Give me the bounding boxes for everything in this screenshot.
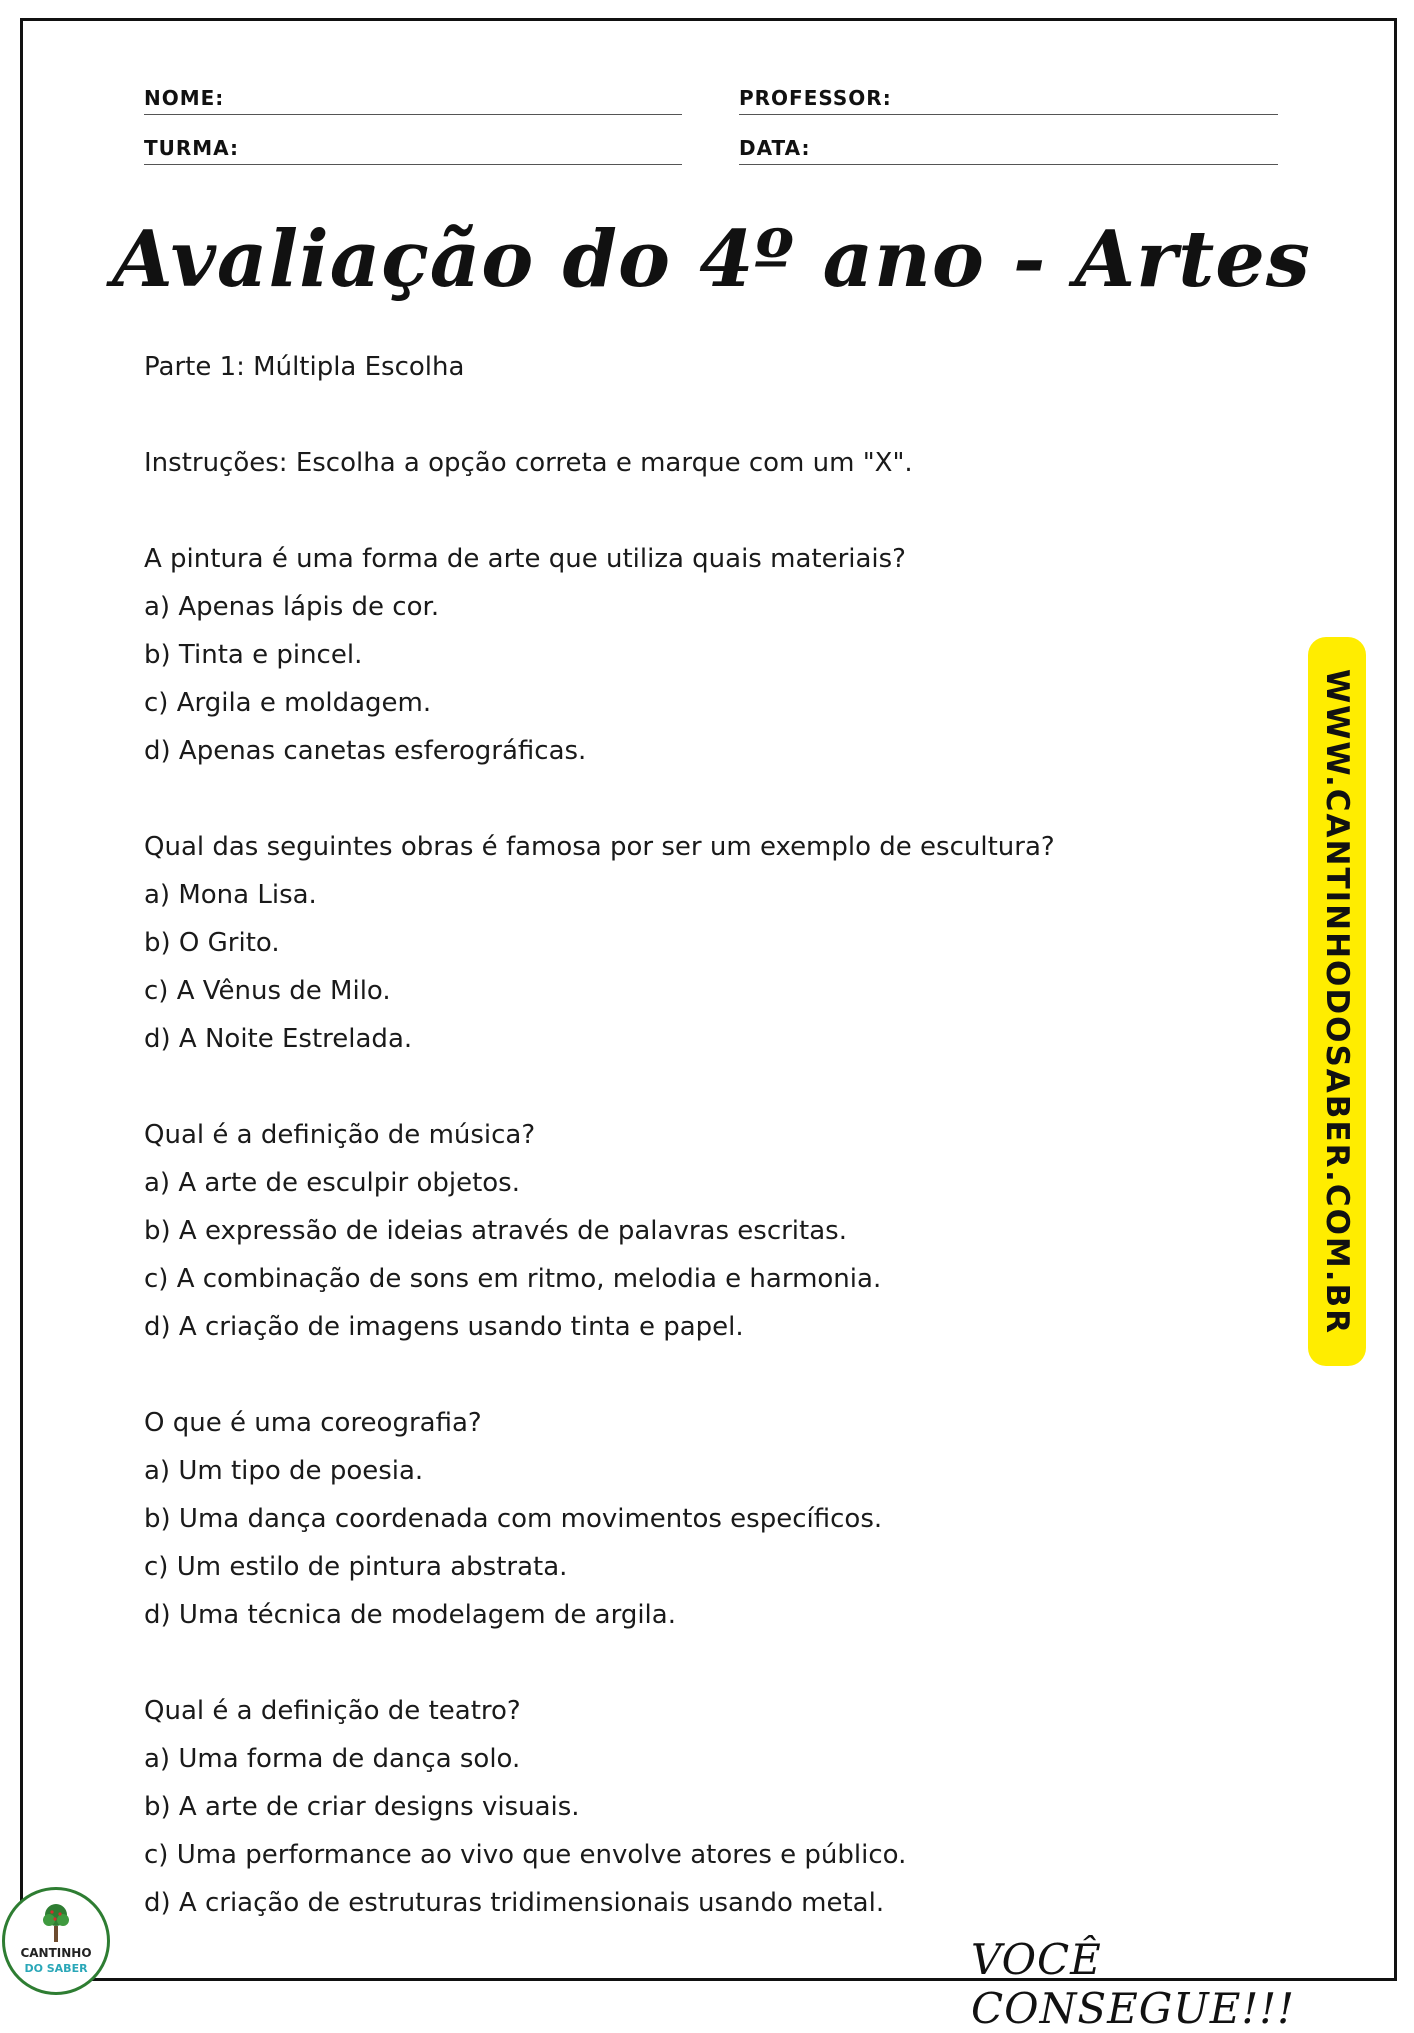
question-2 [144, 823, 1204, 1063]
question-text: Qual é a definição de teatro? [144, 1696, 521, 1726]
option-d[interactable]: d) Apenas canetas esferográficas. [144, 736, 587, 766]
nome-label: NOME: [144, 86, 225, 110]
spacer [144, 391, 1204, 439]
question-text: Qual das seguintes obras é famosa por ser um exemplo de escultura? [144, 832, 1055, 862]
data-label: DATA: [739, 136, 811, 160]
tree-icon [40, 1902, 72, 1944]
question-text: O que é uma coreografia? [144, 1408, 482, 1438]
nome-field[interactable] [144, 79, 682, 115]
option-d[interactable]: d) A criação de estruturas tridimensionais usando metal. [144, 1888, 885, 1918]
instructions-text: Instruções: Escolha a opção correta e marque com um "X". [144, 448, 913, 478]
question-3 [144, 1111, 1204, 1351]
option-b[interactable]: b) Tinta e pincel. [144, 640, 363, 670]
footer-motto: VOCÊ CONSEGUE!!! [971, 1935, 1295, 2033]
spacer [144, 487, 1204, 535]
option-b[interactable]: b) Uma dança coordenada com movimentos específicos. [144, 1504, 883, 1534]
data-field[interactable] [739, 129, 1278, 165]
option-a[interactable]: a) Um tipo de poesia. [144, 1456, 424, 1486]
professor-field[interactable] [739, 79, 1278, 115]
option-a[interactable]: a) A arte de esculpir objetos. [144, 1168, 520, 1198]
option-c[interactable]: c) Argila e moldagem. [144, 688, 432, 718]
turma-label: TURMA: [144, 136, 240, 160]
option-c[interactable]: c) Uma performance ao vivo que envolve atores e público. [144, 1840, 907, 1870]
turma-field[interactable] [144, 129, 682, 165]
logo-line-2: DO SABER [24, 1962, 88, 1975]
option-b[interactable]: b) A expressão de ideias através de palavras escritas. [144, 1216, 847, 1246]
question-text: Qual é a definição de música? [144, 1120, 536, 1150]
option-c[interactable]: c) Um estilo de pintura abstrata. [144, 1552, 568, 1582]
question-4 [144, 1399, 1204, 1639]
option-d[interactable]: d) Uma técnica de modelagem de argila. [144, 1600, 676, 1630]
option-c[interactable]: c) A Vênus de Milo. [144, 976, 391, 1006]
website-banner[interactable] [1308, 637, 1366, 1366]
question-5 [144, 1687, 1204, 1927]
part-heading: Parte 1: Múltipla Escolha [144, 352, 465, 382]
option-c[interactable]: c) A combinação de sons em ritmo, melodia e harmonia. [144, 1264, 882, 1294]
option-a[interactable]: a) Mona Lisa. [144, 880, 317, 910]
option-d[interactable]: d) A criação de imagens usando tinta e papel. [144, 1312, 744, 1342]
option-a[interactable]: a) Apenas lápis de cor. [144, 592, 440, 622]
exam-content [144, 343, 1204, 1927]
website-url: WWW.CANTINHODOSABER.COM.BR [1319, 668, 1355, 1335]
option-d[interactable]: d) A Noite Estrelada. [144, 1024, 413, 1054]
professor-label: PROFESSOR: [739, 86, 892, 110]
option-b[interactable]: b) A arte de criar designs visuais. [144, 1792, 580, 1822]
question-1 [144, 535, 1204, 775]
brand-logo [2, 1887, 110, 1995]
option-a[interactable]: a) Uma forma de dança solo. [144, 1744, 521, 1774]
logo-line-1: CANTINHO [20, 1946, 92, 1960]
page-title: Avaliação do 4º ano - Artes [112, 214, 1311, 305]
question-text: A pintura é uma forma de arte que utiliza quais materiais? [144, 544, 906, 574]
option-b[interactable]: b) O Grito. [144, 928, 280, 958]
worksheet-page [20, 18, 1397, 2033]
